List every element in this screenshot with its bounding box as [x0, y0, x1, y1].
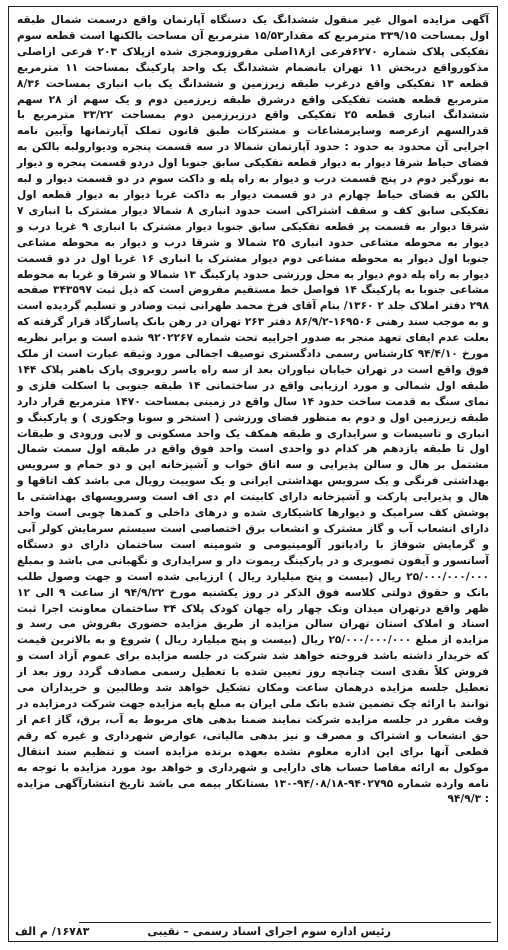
notice-footer [15, 925, 489, 938]
notice-frame [8, 6, 498, 942]
serial-number: ۱۶۷۸۳/ م الف [15, 925, 90, 938]
footer-divider [79, 922, 491, 923]
signature-line: رئیس اداره سوم اجرای اسناد رسمی – نقیبی [147, 925, 391, 938]
notice-body-column [17, 13, 489, 808]
notice-body: آگهی مزایده اموال غیر منقول ششدانگ یک دستگاه آپارتمان واقع درسمت شمال طبقه اول بمساحت ۳۳۹/۱۵ مترمربع که مقدار۱۵/۵۳ مترمربع آن مساحت بالکنها است قطعه سوم تفکیکی پلاک شماره ۶۲۷۰فرعی از۱۸اصلی مفروزومجزی شده ازپلاک ۲۰۳ فرعی ازاصلی مذکورواقع دربخش ۱۱ تهران بانضمام ششدانگ یک واحد پارکینگ بمساحت ۱۱ مترمربع قطعه ۱۳ تفکیکی واقع درغرب طبقه زیرزمین و ششدانگ یک باب انباری بمساحت ۸/۳۶ مترمربع قطعه هشت تفکیکی واقع درشرق طبقه زیرزمین دوم و یک سهم از ۲۸ سهم ششدانگ انباری قطعه ۲۵ تفکیکی واقع درزیرزمین دوم بمساحت ۳۳/۲۲ مترمربع با قدرالسهم ازعرصه وسایرمشاعات و مشترکات طبق قانون تملک آپارتمانها وآیین نامه اجرایی آن محدود به حدود : حدود آپارتمان شمالا در سه قسمت پنجره ودیوارولبه بالکن به فضای حیاط شرقا دیوار به دیوار قطعه تفکیکی سابق جنوبا اول دردو قسمت پنجره و دیوار به نورگیر دوم در پنج قسمت درب و دیوار به راه پله و داکت سوم در دو قسمت دیوار و لبه بالکن به فضای حیاط چهارم در دو قسمت دیوار به داکت غربا دیوار به دیوار قطعه اول تفکیکی سابق کف و سقف اشتراکی است حدود انباری ۸ شمالا دیوار مشترک با انباری ۷ شرقا دیوار به قسمت پر قطعه تفکیکی سابق جنوبا دیوار مشترک با انباری ۹ غربا درب و دیوار به محوطه مشاعی حدود انباری ۲۵ شمالا و شرقا درب و دیوار به محوطه مشاعی جنوبا اول دیوار به محوطه مشاعی دوم دیوار مشترک با انباری ۱۶ غربا اول در دو قسمت دیوار به راه پله دوم دیوار به محل ورزشی حدود پارکینگ ۱۳ شمالا و شرقا و غربا به محوطه مشاعی جنوبا به پارکینگ ۱۴ فواصل خط مستقیم مفروض است که ذیل ثبت ۳۴۳۵۹۷ صفحه ۲۹۸ دفتر املاک جلد ۲ ۱۳۶۰/ بنام آقای فرخ محمد طهرانی ثبت وصادر و تسلیم گردیده است و به موجب سند رهنی ۱۶۹۵۰۶-۸۶/۹/۲ دفتر ۲۶۳ تهران در رهن بانک پاسارگاد قرار گرفته که بعلت عدم ایفای تعهد منجر به صدور اجراییه تحت شماره ۹۲۰۲۲۶۷ شده است و برابر نظریه مورخ ۹۴/۴/۱۰ کارشناس رسمی دادگستری توصیف اجمالی مورد وثیقه عبارت است از ملک فوق واقع است در تهران خیابان نیاوران بعد از سه راه یاسر روبروی پارک باهنر پلاک ۱۴۴ طبقه اول شمالی و مورد ارزیابی واقع در ساختمانی ۱۴ طبقه جنوبی با اسکلت فلزی و نمای سنگ به قدمت ساخت حدود ۱۴ سال واقع در زمینی بمساحت ۱۴۷۰ مترمربع قرار دارد طبقه زیرزمین اول و دوم به منظور فضای ورزشی ( استخر و سونا وجکوزی ) و پارکینگ و انباری و تاسیسات و سرایداری و طبقه همکف یک واحد مسکونی و لابی ورودی و طبقات اول تا طبقه یازدهم هر کدام دو واحدی است واحد فوق واقع در طبقه اول سمت شمال مشتمل بر هال و سالن پذیرایی و سه اتاق خواب و آشپزخانه اپن و دو حمام و سرویس بهداشتی فرنگی و یک سرویس بهداشتی ایرانی و یک سوییت رویال می باشد کف اتاقها و هال و پذیرایی پارکت و آشپزخانه دارای کابینت ام دی اف است وسرویسهای بهداشتی با پوشش کف سرامیک و دیوارها کاشیکاری شده و درهای داخلی و کمدها چوبی است واحد دارای انشعاب آب و گاز مشترک و انشعاب برق اختصاصی است سیستم سرمایش کولر آبی و گرمایش شوفاژ با رادیاتور آلومینیومی و شومینه است ساختمان دارای دو دستگاه آسانسور و آیفون تصویری و در پارکینگ ریموت دار و سرایداری و نگهبانی می باشد و بمبلغ ۲۵/۰۰۰/۰۰۰/۰۰۰ ریال (بیست و پنج میلیارد ریال ) ارزیابی شده است و جهت وصول طلب بانک و حقوق دولتی کلاسه فوق الذکر در روز یکشنبه مورخ ۹۴/۹/۲۲ از ساعت ۹ الی ۱۲ ظهر واقع درتهران میدان ونک چهار راه جهان کودک پلاک ۳۴ ساختمان معاونت اجرا ثبت اسناد و املاک استان تهران سالن مزایده از طریق مزایده حضوری بفروش می رسد و مزایده از مبلغ ۲۵/۰۰۰/۰۰۰/۰۰۰ ریال (بیست و پنج میلیارد ریال ) شروع و به بالاترین قیمت که خریدار داشته باشد فروخته خواهد شد شرکت در جلسه مزایده برای عموم آزاد است و فروش کلاً نقدی است چنانچه روز تعیین شده با تعطیل رسمی مصادف گردد روز بعد از تعطیل جلسه مزایده درهمان ساعت ومکان تشکیل خواهد شد وطالبین و خریداران می توانند با ارائه چک تضمین شده بانک ملی ایران به مبلغ پایه مزایده جهت شرکت درمزایده در وقت مقرر در جلسه مزایده شرکت نمایند ضمنا بدهی های مربوط به آب، برق، گاز اعم از حق انشعاب و اشتراک و مصرف و نیز بدهی مالیاتی، عوارض شهرداری و غیره که رقم قطعی آنها برای این اداره معلوم نشده بعهده برنده مزایده است و تنظیم سند انتقال موکول به ارائه مفاصا حساب های دارایی و شهرداری و خواهد بود مورد مزایده با توجه به نامه وارده شماره ۹۴۰۲۷۹۵-۹۴/۰۸/۱۸-۱۳۰ بستانکار بیمه می باشد تاریخ انتشارآگهی مزایده : ۹۴/۹/۳ [17, 14, 490, 806]
